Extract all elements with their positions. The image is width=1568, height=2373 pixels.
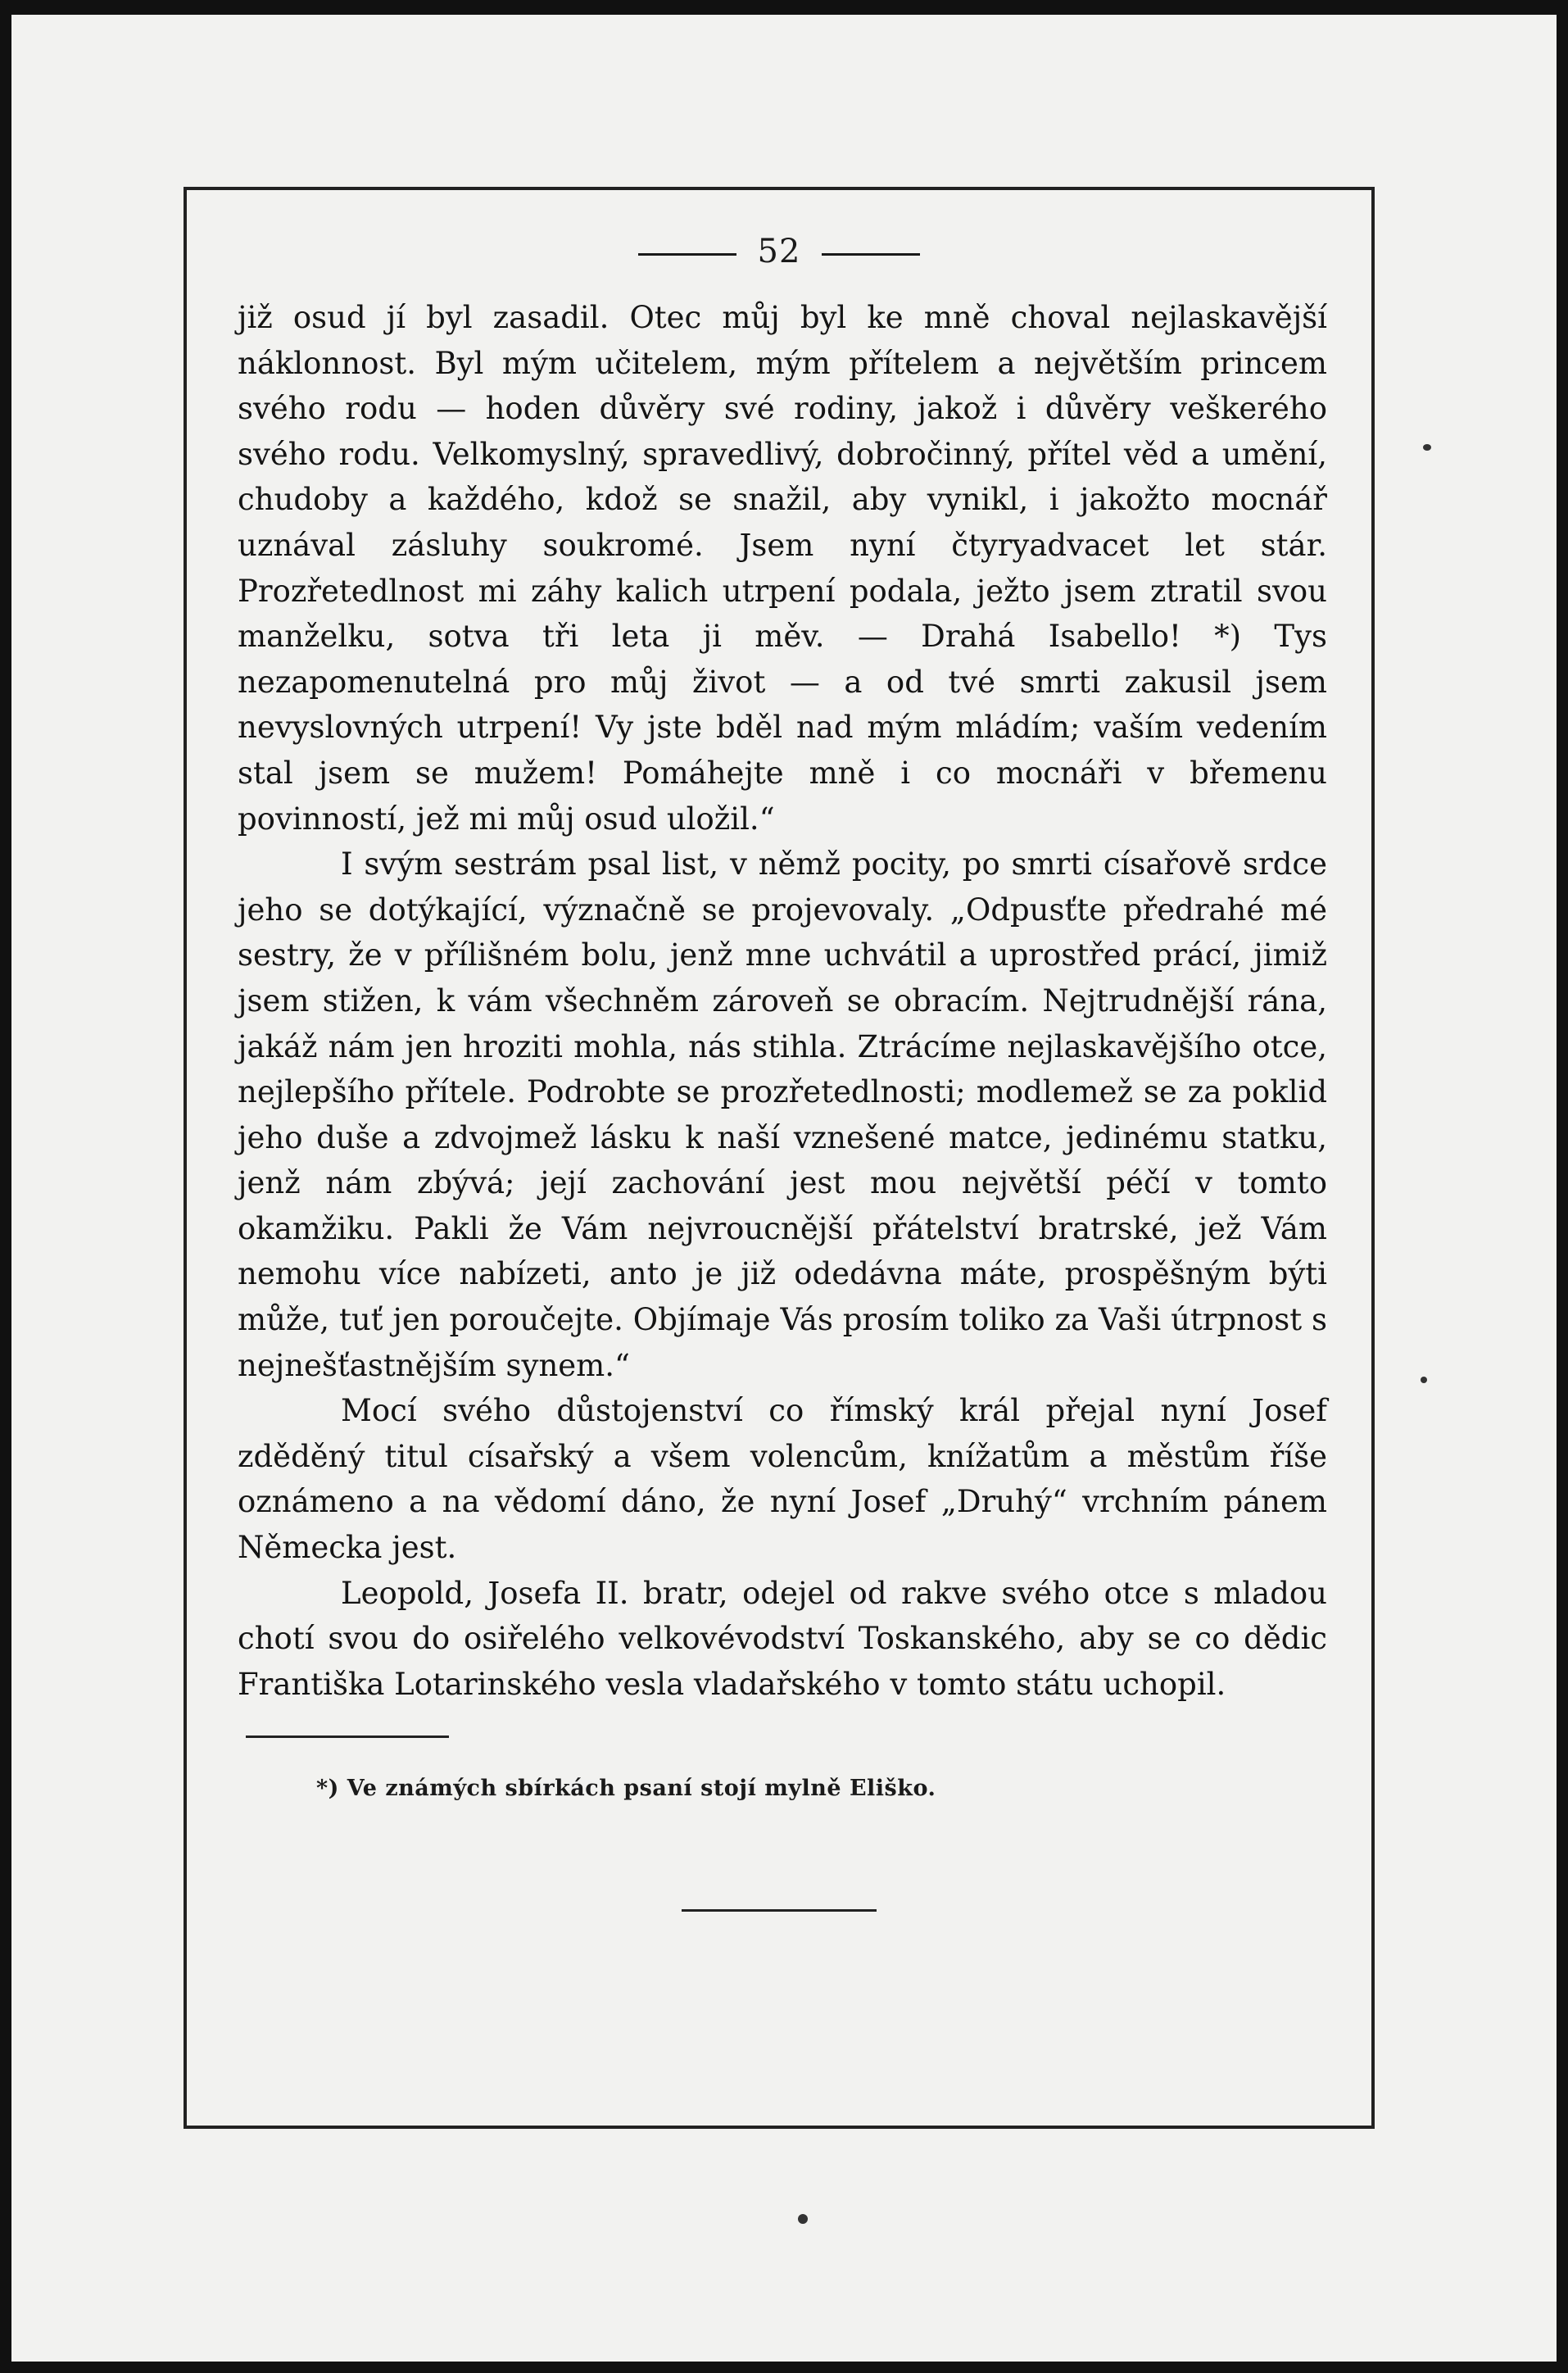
speck: [1423, 444, 1431, 451]
end-rule: [682, 1909, 877, 1912]
footnote: *) Ve známých sbírkách psaní stojí mylně Eliško.: [316, 1776, 936, 1801]
page-number: 52: [757, 233, 801, 270]
body-text: [238, 295, 1327, 1707]
paragraph: I svým sestrám psal list, v němž pocity, po smrti císařově srdce jeho se dotýkající, význačně se projevovaly. „Odpusťte předrahé mé sestry, že v přílišném bolu, jenž mne uchvátil a uprostřed prácí, jimiž jsem stižen, k vám všechněm zároveň se obracím. Nejtrudnější rána, jakáž nám jen hroziti mohla, nás stihla. Ztrácíme nejlaskavějšího otce, nejlepšího přítele. Podrobte se prozřetedlnosti; modlemež se za poklid jeho duše a zdvojmež lásku k naší vznešené matce, jedinému statku, jenž nám zbývá; její zachování jest mou největší péčí v tomto okamžiku. Pakli že Vám nejvroucnější přátelství bratrské, jež Vám nemohu více nabízeti, anto je již odedávna máte, prospěšným býti může, tuť jen poroučejte. Objímaje Vás prosím toliko za Vaši útrpnost s nejnešťastnějším synem.“: [238, 846, 1327, 1383]
page-frame: [184, 187, 1375, 2129]
paragraph: Mocí svého důstojenství co římský král přejal nyní Josef zděděný titul císařský a všem volencům, knížatům a městům říše oznámeno a na vědomí dáno, že nyní Josef „Druhý“ vrchním pánem Německa jest.: [238, 1393, 1327, 1566]
speck: [1421, 1377, 1427, 1383]
paragraph: Leopold, Josefa II. bratr, odejel od rakve svého otce s mladou chotí svou do osiřelého velkovévodství Toskanského, aby se co dědic Františka Lotarinského vesla vladařského v tomto státu uchopil.: [238, 1575, 1327, 1702]
footnote-rule: [246, 1736, 449, 1738]
header-rule-left: [638, 253, 736, 256]
header-rule-right: [822, 253, 920, 256]
paragraph: již osud jí byl zasadil. Otec můj byl ke mně choval nejlaskavější náklonnost. Byl mým učitelem, mým přítelem a největším princem svého rodu — hoden důvěry své rodiny, jakož i důvěry veškerého svého rodu. Velkomyslný, spravedlivý, dobročinný, přítel věd a umění, chudoby a každého, kdož se snažil, aby vynikl, i jakožto mocnář uznával zásluhy soukromé. Jsem nyní čtyryadvacet let stár. Prozřetedlnost mi záhy kalich utrpení podala, ježto jsem ztratil svou manželku, sotva tři leta ji měv. — Drahá Isabello! *) Tys nezapomenutelná pro můj život — a od tvé smrti zakusil jsem nevyslovných utrpení! Vy jste bděl nad mým mládím; vaším vedením stal jsem se mužem! Pomáhejte mně i co mocnáři v břemenu povinností, jež mi můj osud uložil.“: [238, 300, 1327, 837]
speck: [798, 2214, 808, 2224]
scanned-page: [11, 15, 1557, 2362]
page-header: [187, 233, 1371, 270]
